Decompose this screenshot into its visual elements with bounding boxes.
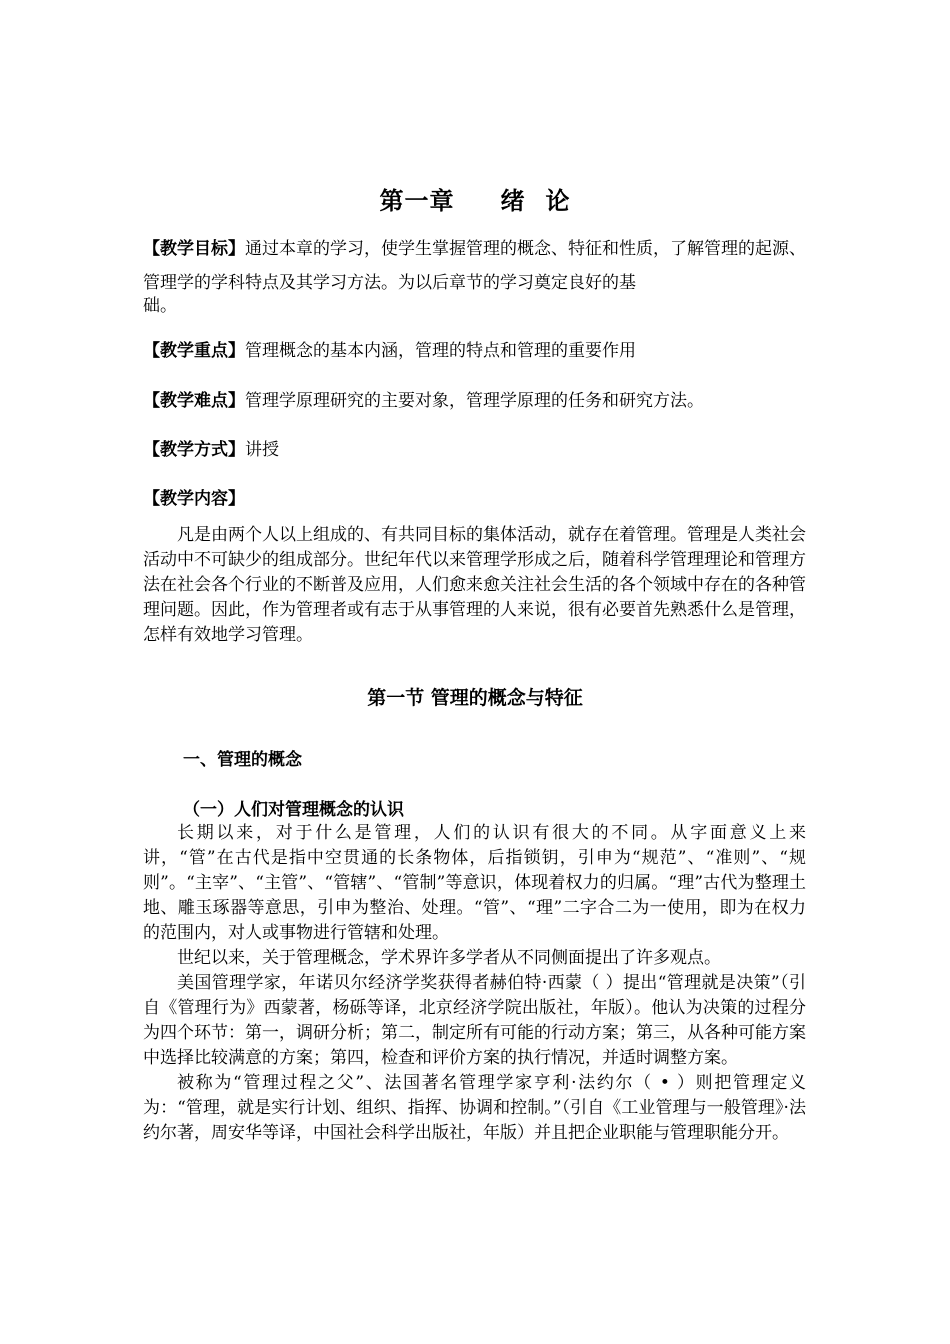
subheading: 一、管理的概念 xyxy=(183,750,302,770)
teaching-difficulties-label: 【教学难点】 xyxy=(143,391,245,411)
chapter-name-char-1: 绪 xyxy=(500,187,526,215)
teaching-objective-label: 【教学目标】 xyxy=(143,239,245,259)
teaching-key-points-label: 【教学重点】 xyxy=(143,341,245,361)
teaching-difficulties xyxy=(143,387,806,415)
teaching-content xyxy=(143,485,806,513)
chapter-number: 第一章 xyxy=(379,187,455,215)
body-paragraph-3: 美国管理学家，年诺贝尔经济学奖获得者赫伯特·西蒙（ ）提出“管理就是决策”（引自《管理行为》西蒙著，杨砾等译，北京经济学院出版社，年版）。他认为决策的过程分为四个环节：第一，调研分析；第二，制定所有可能的行动方案；第三，从各种可能方案中选择比较满意的方案；第四，检查和评价方案的执行情况，并适时调整方案。 xyxy=(143,973,806,1068)
teaching-objective-text: 通过本章的学习，使学生掌握管理的概念、特征和性质，了解管理的起源、管理学的学科特点及其学习方法。为以后章节的学习奠定良好的基 xyxy=(143,239,806,293)
teaching-key-points xyxy=(143,337,806,365)
chapter-name-char-2: 论 xyxy=(545,187,571,215)
intro-paragraph: 凡是由两个人以上组成的、有共同目标的集体活动，就存在着管理。管理是人类社会活动中不可缺少的组成部分。世纪年代以来管理学形成之后，随着科学管理理论和管理方法在社会各个行业的不断普及应用，人们愈来愈关注社会生活的各个领域中存在的各种管理问题。因此，作为管理者或有志于从事管理的人来说，很有必要首先熟悉什么是管理，怎样有效地学习管理。 xyxy=(143,525,806,645)
teaching-method-label: 【教学方式】 xyxy=(143,440,245,460)
section-body xyxy=(143,821,806,1146)
body-paragraph-1: 长期以来，对于什么是管理，人们的认识有很大的不同。从字面意义上来讲，“管”在古代是指中空贯通的长条物体，后指锁钥，引申为“规范”、“准则”、“规则”。“主宰”、“主管”、“管辖”、“管制”等意识，体现着权力的归属。“理”古代为整理土地、雕玉琢器等意思，引申为整治、处理。“管”、“理”二字合二为一使用，即为在权力的范围内，对人或事物进行管辖和处理。 xyxy=(143,823,806,943)
teaching-method-text: 讲授 xyxy=(245,440,279,460)
body-paragraph-2: 世纪以来，关于管理概念，学术界许多学者从不同侧面提出了许多观点。 xyxy=(177,948,721,968)
teaching-content-label: 【教学内容】 xyxy=(143,489,245,509)
chapter-title xyxy=(0,183,950,219)
teaching-objective xyxy=(143,232,806,318)
teaching-objective-text-end: 础。 xyxy=(143,296,177,316)
teaching-method xyxy=(143,436,806,464)
body-paragraph-4: 被称为“管理过程之父”、法国著名管理学家亨利·法约尔（ • ）则把管理定义为：“管理，就是实行计划、组织、指挥、协调和控制。”（引自《工业管理与一般管理》·法约尔著，周安华等译，中国社会科学出版社，年版）并且把企业职能与管理职能分开。 xyxy=(143,1073,806,1143)
subsubheading: （一）人们对管理概念的认识 xyxy=(183,800,404,820)
section-title: 第一节 管理的概念与特征 xyxy=(367,687,583,709)
teaching-key-points-text: 管理概念的基本内涵，管理的特点和管理的重要作用 xyxy=(245,341,636,361)
teaching-difficulties-text: 管理学原理研究的主要对象，管理学原理的任务和研究方法。 xyxy=(245,391,704,411)
